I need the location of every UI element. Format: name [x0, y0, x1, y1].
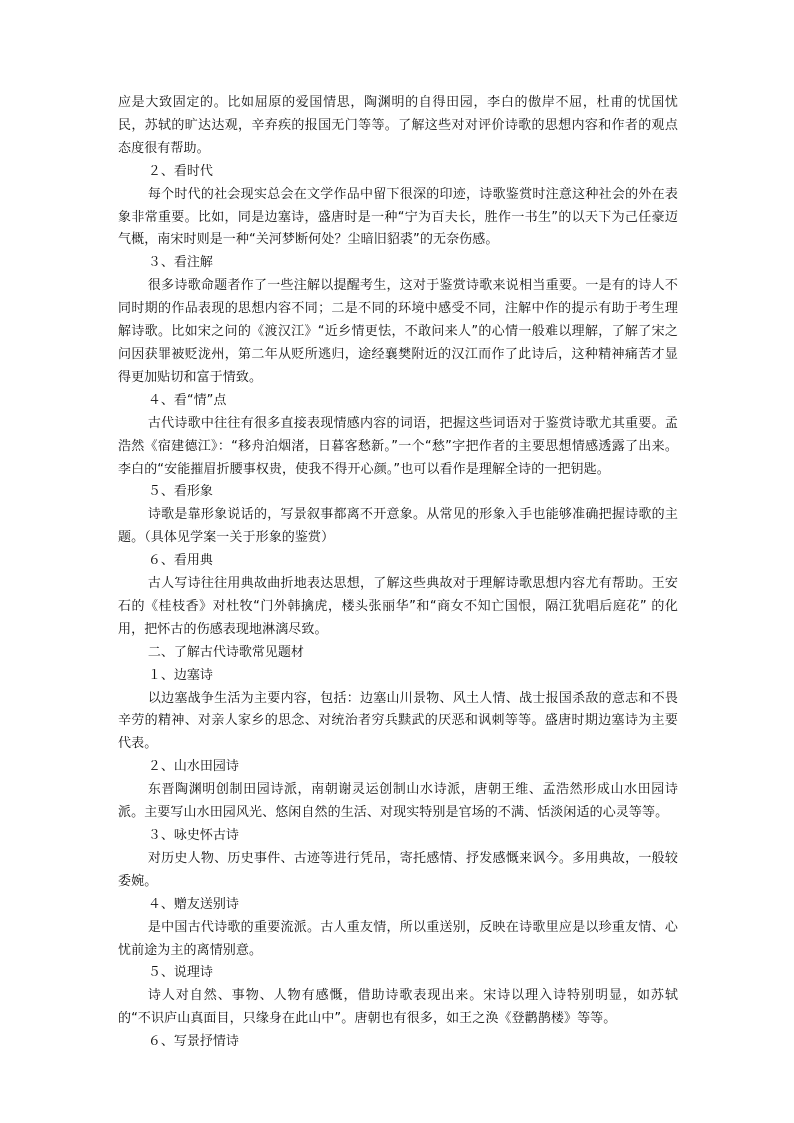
heading-look-notes: ３、看注解 — [147, 255, 213, 271]
heading-farewell-poems: ４、赠友送别诗 — [147, 896, 239, 912]
paragraph-allusion: 古人写诗往往用典故曲折地表达思想，了解这些典故对于理解诗歌思想内容尤有帮助。王安石的《桂枝香》对杜牧“门外韩擒虎，楼头张丽华”和“商女不知亡国恨，隔江犹唱后庭花” 的化用，把怀古的伤感表现地淋漓尽致。 — [118, 576, 678, 637]
paragraph-history: 对历史人物、历史事件、古迹等进行凭吊，寄托感情、抒发感慨来讽今。多用典故，一般较委婉。 — [118, 850, 678, 889]
section-heading-themes: 二、了解古代诗歌常见题材 — [147, 644, 304, 660]
paragraph-pastoral: 东晋陶渊明创制田园诗派，南朝谢灵运创制山水诗派，唐朝王维、孟浩然形成山水田园诗派。主要写山水田园风光、悠闲自然的生活、对现实特别是官场的不满、恬淡闲适的心灵等等。 — [118, 782, 678, 821]
heading-philosophy-poems: ５、说理诗 — [147, 965, 213, 981]
heading-look-era: ２、看时代 — [147, 163, 213, 179]
heading-pastoral-poems: ２、山水田园诗 — [147, 759, 239, 775]
paragraph-emotion: 古代诗歌中往往有很多直接表现情感内容的词语，把握这些词语对于鉴赏诗歌尤其重要。孟浩然《宿建德江》：“移舟泊烟渚，日暮客愁新。”一个“愁”字把作者的主要思想情感透露了出来。李白的“安能摧眉折腰事权贵，使我不得开心颜。”也可以看作是理解全诗的一把钥匙。 — [118, 415, 678, 477]
heading-look-allusion: ６、看用典 — [147, 553, 213, 569]
heading-history-poems: ３、咏史怀古诗 — [147, 828, 239, 843]
paragraph-era: 每个时代的社会现实总会在文学作品中留下很深的印迹，诗歌鉴赏时注意这种社会的外在表象非常重要。比如，同是边塞诗，盛唐时是一种“宁为百夫长，胜作一书生”的以天下为己任豪迈气概，南宋时则是一种“关河梦断何处？尘暗旧貂裘”的无奈伤感。 — [118, 186, 678, 248]
heading-look-image: ５、看形象 — [147, 484, 213, 500]
heading-frontier-poems: １、边塞诗 — [147, 667, 213, 683]
paragraph-philosophy: 诗人对自然、事物、人物有感慨，借助诗歌表现出来。宋诗以理入诗特别明显，如苏轼的“不识庐山真面目，只缘身在此山中”。唐朝也有很多，如王之涣《登鹳鹊楼》等等。 — [118, 988, 678, 1027]
paragraph-frontier: 以边塞战争生活为主要内容，包括：边塞山川景物、风土人情、战士报国杀敌的意志和不畏辛劳的精神、对亲人家乡的思念、对统治者穷兵黩武的厌恶和讽刺等等。盛唐时期边塞诗为主要代表。 — [118, 690, 678, 752]
heading-look-emotion: ４、看“情”点 — [147, 392, 227, 408]
paragraph-notes: 很多诗歌命题者作了一些注解以提醒考生，这对于鉴赏诗歌来说相当重要。一是有的诗人不同时期的作品表现的思想内容不同；二是不同的环境中感受不同，注解中作的提示有助于考生理解诗歌。比如宋之问的《渡汉江》“近乡情更怯，不敢问来人”的心情一般难以理解，了解了宋之问因获罪被贬泷州，第二年从贬所逃归，途经襄樊附近的汉江而作了此诗后，这种精神痛苦才显得更加贴切和富于情致。 — [118, 278, 678, 385]
paragraph-image: 诗歌是靠形象说话的，写景叙事都离不开意象。从常见的形象入手也能够准确把握诗歌的主题。（具体见学案一关于形象的鉴赏） — [118, 507, 678, 546]
paragraph-intro: 应是大致固定的。比如屈原的爱国情思，陶渊明的自得田园，李白的傲岸不屈，杜甫的忧国忧民，苏轼的旷达达观，辛弃疾的报国无门等等。了解这些对对评价诗歌的思想内容和作者的观点态度很有帮助。 — [118, 95, 678, 156]
document-page — [118, 92, 678, 1054]
heading-landscape-poems: ６、写景抒情诗 — [147, 1034, 239, 1050]
paragraph-farewell: 是中国古代诗歌的重要流派。古人重友情，所以重送别，反映在诗歌里应是以珍重友情、心忧前途为主的离情别意。 — [118, 919, 678, 958]
